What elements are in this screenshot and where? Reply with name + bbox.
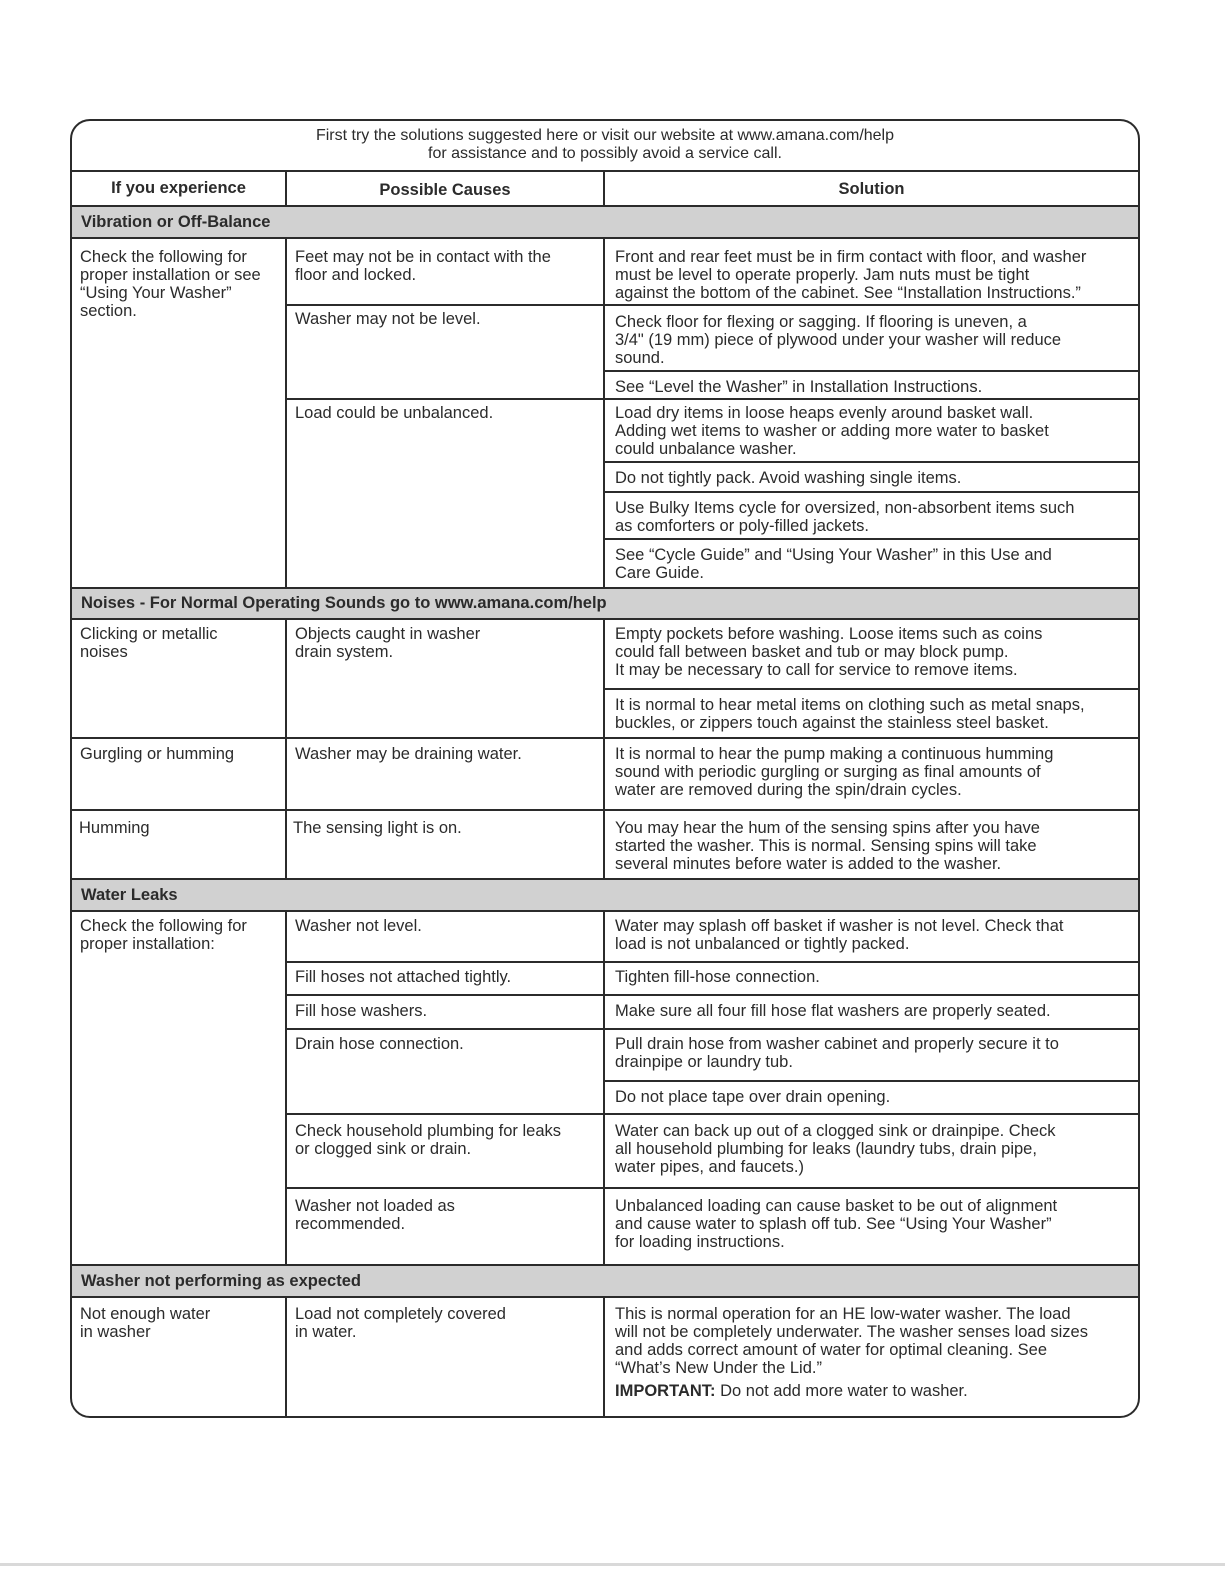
section-leaks (72, 879, 1138, 911)
divider (604, 370, 1138, 372)
experience-cell: Not enough water in washer (80, 1305, 211, 1341)
divider (72, 170, 1138, 172)
divider (72, 737, 1138, 739)
cause-cell: Load could be unbalanced. (295, 404, 494, 422)
column-divider (285, 911, 287, 1265)
troubleshooting-table (70, 119, 1140, 1418)
solution-cell: Empty pockets before washing. Loose items such as coins could fall between basket and tub or may block pump. It may be necessary to call for service to remove items. (615, 625, 1043, 679)
solution-cell: Water can back up out of a clogged sink or drainpipe. Check all household plumbing for leaks (laundry tubs, drain pipe, water pipes, and faucets.) (615, 1122, 1056, 1176)
experience-cell: Clicking or metallic noises (80, 625, 218, 661)
section-noises (72, 588, 1138, 619)
divider (604, 461, 1138, 463)
solution-cell: Water may splash off basket if washer is not level. Check that load is not unbalanced or tightly packed. (615, 917, 1064, 953)
divider (72, 809, 1138, 811)
divider (72, 910, 1138, 912)
experience-cell: Check the following for proper installation or see “Using Your Washer” section. (80, 248, 261, 320)
section-title: Water Leaks (81, 886, 178, 904)
divider (72, 205, 1138, 207)
header-experience: If you experience (111, 179, 246, 197)
solution-cell: Pull drain hose from washer cabinet and properly secure it to drainpipe or laundry tub. (615, 1035, 1059, 1071)
solution-cell: This is normal operation for an HE low-water washer. The load will not be completely underwater. The washer senses load sizes and adds correct amount of water for optimal cleaning. See “What’s New Under the Lid.” (615, 1305, 1088, 1377)
solution-cell: You may hear the hum of the sensing spins after you have started the washer. This is normal. Sensing spins will take several minutes before water is added to the washer. (615, 819, 1040, 873)
divider (286, 961, 1138, 963)
header-causes: Possible Causes (379, 181, 511, 199)
cause-cell: Objects caught in washer drain system. (295, 625, 481, 661)
column-divider (603, 1297, 605, 1418)
cause-cell: Check household plumbing for leaks or clogged sink or drain. (295, 1122, 561, 1158)
experience-cell: Check the following for proper installation: (80, 917, 247, 953)
cause-cell: Fill hose washers. (295, 1002, 428, 1020)
solution-cell: Front and rear feet must be in firm contact with floor, and washer must be level to operate properly. Jam nuts must be tight against the bottom of the cabinet. See “Installation Instructions.” (615, 248, 1087, 302)
solution-cell: Use Bulky Items cycle for oversized, non-absorbent items such as comforters or poly-filled jackets. (615, 499, 1075, 535)
important-text: Do not add more water to washer. (715, 1382, 968, 1400)
solution-cell: Do not tightly pack. Avoid washing single items. (615, 469, 962, 487)
cause-cell: Load not completely covered in water. (295, 1305, 506, 1341)
intro-line-1: First try the solutions suggested here or visit our website at www.amana.com/help (315, 127, 895, 144)
section-title: Noises - For Normal Operating Sounds go to www.amana.com/help (81, 594, 607, 612)
cause-cell: Washer not loaded as recommended. (295, 1197, 455, 1233)
solution-cell: Make sure all four fill hose flat washers are properly seated. (615, 1002, 1051, 1020)
divider (286, 398, 1138, 400)
column-divider (603, 619, 605, 879)
divider (72, 1296, 1138, 1298)
column-divider (603, 911, 605, 1265)
divider (72, 1264, 1138, 1266)
section-title: Vibration or Off-Balance (81, 213, 271, 231)
divider (286, 304, 1138, 306)
important-note (615, 1382, 968, 1400)
solution-cell: It is normal to hear the pump making a continuous humming sound with periodic gurgling or surging as final amounts of water are removed during the spin/drain cycles. (615, 745, 1054, 799)
section-vibration (72, 206, 1138, 238)
experience-cell: Gurgling or humming (80, 745, 235, 763)
column-divider (285, 238, 287, 588)
solution-cell: It is normal to hear metal items on clothing such as metal snaps, buckles, or zippers touch against the stainless steel basket. (615, 696, 1085, 732)
divider (72, 878, 1138, 880)
cause-cell: Drain hose connection. (295, 1035, 464, 1053)
cause-cell: The sensing light is on. (293, 819, 462, 837)
divider (604, 1080, 1138, 1082)
divider (286, 1113, 1138, 1115)
solution-cell: Unbalanced loading can cause basket to be out of alignment and cause water to splash off tub. See “Using Your Washer” for loading instructions. (615, 1197, 1058, 1251)
page-bottom-rule (0, 1563, 1225, 1566)
divider (286, 1187, 1138, 1189)
solution-cell: Load dry items in loose heaps evenly around basket wall. Adding wet items to washer or adding more water to basket could unbalance washer. (615, 404, 1049, 458)
divider (72, 587, 1138, 589)
divider (286, 1028, 1138, 1030)
divider (604, 491, 1138, 493)
section-title: Washer not performing as expected (81, 1272, 361, 1290)
column-divider (603, 238, 605, 588)
divider (604, 538, 1138, 540)
solution-cell: See “Cycle Guide” and “Using Your Washer” in this Use and Care Guide. (615, 546, 1052, 582)
divider (286, 994, 1138, 996)
cause-cell: Washer may be draining water. (295, 745, 522, 763)
column-divider (285, 619, 287, 879)
section-performing (72, 1265, 1138, 1297)
cause-cell: Washer not level. (295, 917, 422, 935)
cause-cell: Feet may not be in contact with the floor and locked. (295, 248, 551, 284)
divider (72, 618, 1138, 620)
intro-text (72, 121, 1138, 172)
solution-cell: Check floor for flexing or sagging. If flooring is uneven, a 3/4" (19 mm) piece of plywood under your washer will reduce sound. (615, 313, 1062, 367)
header-solution: Solution (838, 180, 905, 198)
solution-cell: Do not place tape over drain opening. (615, 1088, 891, 1106)
experience-cell: Humming (79, 819, 150, 837)
column-divider (285, 1297, 287, 1418)
cause-cell: Washer may not be level. (295, 310, 481, 328)
solution-cell: See “Level the Washer” in Installation Instructions. (615, 378, 983, 396)
solution-cell: Tighten fill-hose connection. (615, 968, 820, 986)
important-label: IMPORTANT: (615, 1382, 716, 1400)
intro-line-2: for assistance and to possibly avoid a service call. (428, 145, 782, 162)
divider (72, 237, 1138, 239)
cause-cell: Fill hoses not attached tightly. (295, 968, 512, 986)
divider (604, 688, 1138, 690)
